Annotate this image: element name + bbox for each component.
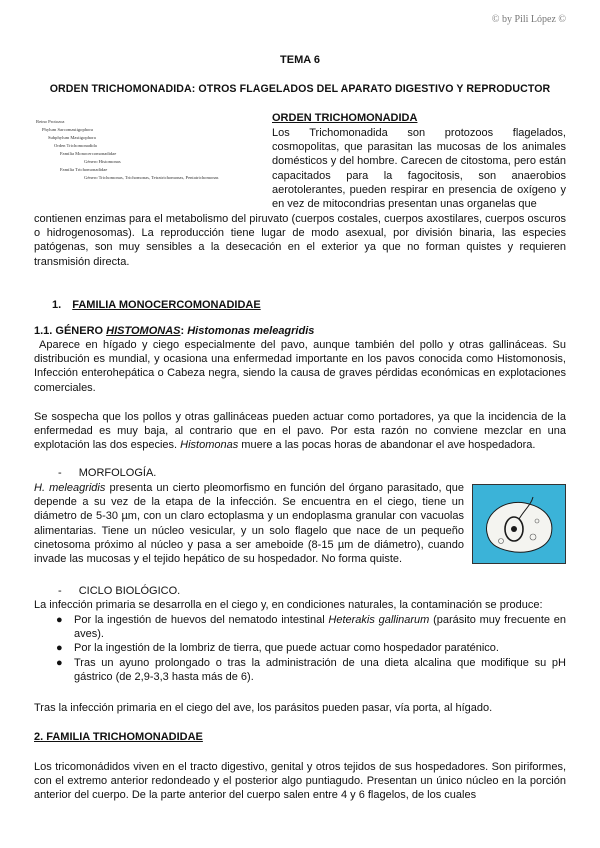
taxonomy-line: Reino Protozoa [36,119,65,124]
taxonomy-line: Género Histomonas [84,159,121,164]
genero-species: Histomonas meleagridis [187,325,315,337]
genero-heading [34,324,314,338]
bullet-dot: ● [56,642,63,655]
ciclo-bullets [56,613,566,684]
bullet-text: Por la ingestión de la lombriz de tierra, que puede actuar como hospedador paraténico. [74,642,499,655]
ciclo-label [58,584,180,598]
sospecha-italic: Histomonas [180,439,239,452]
morfologia-label-text: MORFOLOGÍA. [78,467,157,479]
morfologia-label [58,466,156,480]
morfologia-text [34,481,464,566]
orden-heading: ORDEN TRICHOMONADIDA [272,112,418,124]
orden-text-side: Los Trichomonadida son protozoos flagelados, cosmopolitas, que parasitan las mucosas de los animales domésticos y del hombre. Carecen de citostoma, pero están capacitados para la fagocitosis, son anaerobios aerotolerantes, pueden respirar en presencia de oxígeno y en vez de mitocondrias presentan unas organelas que [272,127,566,211]
section1-heading [52,298,261,312]
taxonomy-line: Familia Monocercomonadidae [60,151,117,156]
taxonomy-line: Género Trichomonas, Trichomonas, Tetratrichomonas, Pentatrichomonas [84,175,219,180]
page-title: ORDEN TRICHOMONADIDA: OTROS FLAGELADOS DEL APARATO DIGESTIVO Y REPRODUCTOR [49,83,551,95]
genero-genus: HISTOMONAS [106,325,181,337]
morfologia-body: presenta un cierto pleomorfismo en función del órgano parasitado, que depende a su vez de la etapa de la infección. Se encuentra en el ciego, tiene un diámetro de 5-30 µm, con un claro ectoplasma y un endoplasma granular con vacuolas alimentarias. Tiene un núcleo vesicular, y un solo flagelo que nace de un pequeño cinetosoma próximo al núcleo y pasa a ser ameboide (8-15 µm de diámetro), cuando invade las mucosas y el tejido hepático de su hospedador. No forma quiste. [34,482,464,566]
section2-heading: 2. FAMILIA TRICHOMONADIDAE [34,731,203,743]
taxonomy-line: Phylum Sarcomastigophora [42,127,93,132]
ciclo-intro: La infección primaria se desarrolla en el ciego y, en condiciones naturales, la contaminación se produce: [34,599,543,611]
list-item [56,641,566,655]
section1-number: 1. [52,299,62,311]
taxonomy-line: Subphylum Mastigophora [48,135,96,140]
list-item [56,656,566,684]
bullet-text: Tras un ayuno prolongado o tras la administración de una dieta alcalina que modifique su pH gástrico (de 2,9-3,3 hasta más de 6). [74,656,566,683]
section1-title: FAMILIA MONOCERCOMONADIDAE [72,299,261,311]
bullet-dot: ● [56,614,63,626]
orden-text-full: contienen enzimas para el metabolismo del piruvato (cuerpos costales, cuerpos axostilares, cuerpos oscuros o hidrogenosomas). La reproducción tiene lugar de modo asexual, por división binaria, las especies patógenas, son muy sensibles a la desecación en el exterior ya que no forman quistes y requieren transmisión directa. [34,213,566,268]
genero-sep: : [180,325,188,337]
bullet-italic: Heterakis gallinarum [328,614,430,626]
section2-text: Los tricomonádidos viven en el tracto digestivo, genital y otros tejidos de sus hospedadores. Son piriformes, con el extremo anterior redondeado y el posterior algo puntiagudo. Presentan un único núcleo en la porción anterior del cuerpo. De la parte anterior del cuerpo salen entre 4 y 6 flagelos, de los cuales [34,761,566,802]
ciclo-after: Tras la infección primaria en el ciego del ave, los parásitos pueden pasar, vía porta, al hígado. [34,702,493,714]
chapter-number: TEMA 6 [280,54,320,66]
list-item [56,613,566,641]
taxonomy-line: Orden Trichomonadida [54,143,97,148]
bullet-text: Por la ingestión de huevos del nematodo intestinal [74,614,329,626]
sospecha-tail: muere a las pocas horas de abandonar el ave hospedadora. [238,439,536,452]
bullet-dot: ● [56,656,63,669]
taxonomy-tree [36,118,268,182]
paragraph-sospecha [34,410,566,453]
sospecha-text: Se sospecha que los pollos y otras gallináceas pueden actuar como portadores, ya que la incidencia de la enfermedad es muy baja, al contrario que en el pavo. Por esta razón no conviene mezclar en una explotación las dos especies. [34,411,566,452]
bullet-tail: (parásito muy frecuente en aves). [74,614,566,641]
author-credit: © by Pili López © [491,14,566,25]
genero-prefix: 1.1. GÉNERO [34,325,107,337]
histomonas-figure [472,484,566,564]
ciclo-label-text: CICLO BIOLÓGICO. [78,585,181,597]
histomonas-illustration [473,485,565,563]
morfologia-italic: H. meleagridis [34,482,106,494]
dash-symbol: - [58,585,62,597]
paragraph-aparece: Aparece en hígado y ciego especialmente del pavo, aunque también del pollo y otras gallináceas. Su distribución es mundial, y ocasiona una enfermedad importante en los pavos conocida como Histomonosis, Infección enterohepática o Cabeza negra, siendo la causa de graves pérdidas económicas en explotaciones comerciales. [34,339,566,394]
taxonomy-line: Familia Trichomonadidae [60,167,108,172]
dash-symbol: - [58,467,62,479]
